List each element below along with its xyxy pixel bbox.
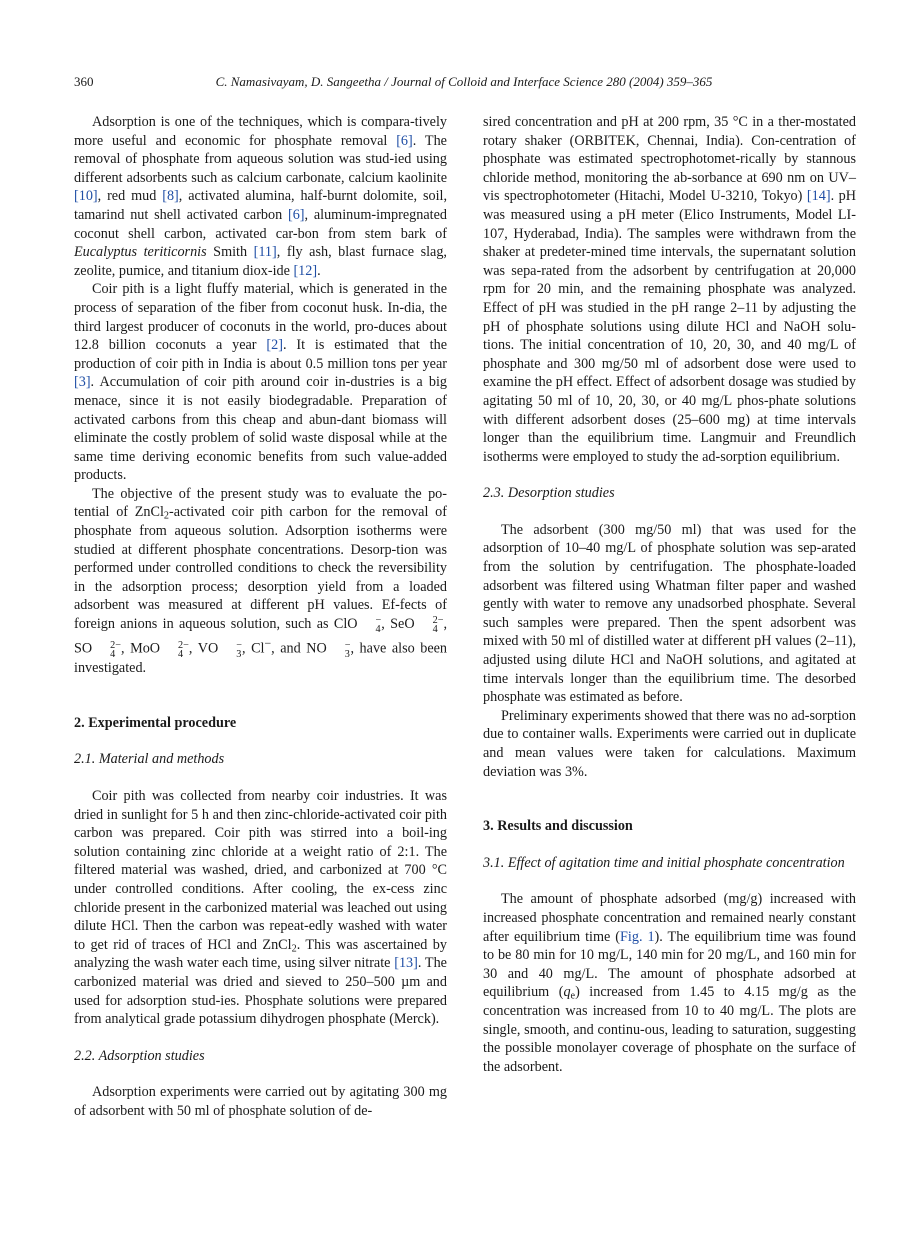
figure-link[interactable]: Fig. 1 [620, 928, 655, 945]
subsection-3-1-heading: 3.1. Effect of agitation time and initial phosphate concentration [483, 854, 845, 871]
adsorption-paragraph-start: Adsorption experiments were carried out by agitating 300 mg of adsorbent with 50 ml of phosphate solution of de- [74, 1084, 447, 1119]
left-column [74, 113, 447, 1121]
subsection-2-2-heading: 2.2. Adsorption studies [74, 1047, 205, 1064]
citation-link[interactable]: [14] [806, 188, 831, 205]
citation-link[interactable]: [13] [394, 955, 418, 972]
subsection-2-1-heading: 2.1. Material and methods [74, 751, 225, 768]
citation-link[interactable]: [12] [293, 262, 318, 279]
section-2-heading: 2. Experimental procedure [74, 714, 237, 731]
running-title: C. Namasivayam, D. Sangeetha / Journal of Colloid and Interface Science 280 (2004) 359–365 [215, 74, 713, 89]
adsorption-paragraph-continued: sired concentration and pH at 200 rpm, 35 °C in a ther-mostated rotary shaker (ORBITEK, Chennai, India). Con-centration of phosphate was estimated spectrophotomet-rically by stannous chloride method, monitoring the ab-sorbance at 690 nm on UV–vis spectrophotometer (Hitachi, Model U-3210, Tokyo) [14]. pH was measured using a pH meter (Elico Instruments, Model LI-107, Hyderabad, India). The samples were withdrawn from the shaker at predeter-mined time intervals, the supernatant solution was sepa-rated from the adsorbent by centrifugation at 20,000 rpm for 20 min, and the remaining phosphate was analyzed. Effect of pH was studied in the pH range 2–11 by adjusting the pH of phosphate solutions using dilute HCl and NaOH solu-tions. The initial concentration of 10, 20, 30, and 40 mg/L of phosphate and 300 mg/50 ml of adsorbent dose were used to examine the pH effect. Effect of adsorbent dosage was studied by agitating 50 ml of 10, 20, 30, or 40 mg/L phos-phate solutions with different adsorbent doses (25–600 mg) at time intervals longer than the equilibrium time. Langmuir and Freundlich isotherms were employed to study the ad-sorption equilibrium. [483, 114, 856, 465]
results-paragraph: The amount of phosphate adsorbed (mg/g) increased with increased phosphate concentration and remained nearly constant after equilibrium time (Fig. 1). The equilibrium time was found to be 80 min for 10 mg/L, 140 min for 20 mg/L, and 160 min for 30 and 40 mg/L. The amount of phosphate adsorbed at equilibrium $(q_e)$ increased from 1.45 to 4.15 mg/g as the concentration was increased from 10 to 40 mg/L. The plots are single, smooth, and continu-ous, leading to saturation, suggesting the possible monolayer coverage of phosphate on the surface of the adsorbent. [483, 891, 856, 1075]
citation-link[interactable]: [6] [287, 206, 305, 223]
right-column [483, 113, 856, 1076]
citation-link[interactable]: [8] [162, 188, 179, 205]
intro-paragraph-3: The objective of the present study was to evaluate the po-tential of ZnCl$_2$-activated coir pith carbon for the removal of phosphate from aqueous solution. Adsorption isotherms were studied at different phosphate concentrations. Desorp-tion was performed under controlled conditions to check the reversibility in the adsorption process; desorption yield from a loaded adsorbent was measured at different pH values. Ef-fects of foreign anions in aqueous solution, such as ClO − 4 , SeO 2− 4 , SO 2− 4 , MoO 2− 4 , VO − 3 , Cl−, and NO − 3 , have also been investigated. [74, 485, 448, 677]
subsection-2-3-heading: 2.3. Desorption studies [483, 485, 615, 502]
section-3-heading: 3. Results and discussion [483, 818, 633, 835]
intro-paragraph-2: Coir pith is a light fluffy material, which is generated in the process of separation of the fiber from coconut husk. In-dia, the third largest producer of coconuts in the world, pro-duces about 12.8 billion coconuts a year [2]. It is estimated that the production of coir pith in India is about 0.5 million tons per year [3]. Accumulation of coir pith around coir in-dustries is a big menace, since it is not easily biodegradable. Preparation of activated carbons from this cheap and abun-dant biomass will eliminate the costly problem of solid waste disposal while at the same time deriving economic benefits from such value-added products. [74, 281, 447, 484]
page-number: 360 [74, 74, 94, 89]
desorption-paragraph-2: Preliminary experiments showed that there was no ad-sorption due to container walls. Experiments were carried out in duplicate and mean values were taken for calculations. Maximum deviation was 3%. [483, 707, 856, 780]
page-header [74, 72, 854, 92]
species-name: Eucalyptus teriticornis [74, 244, 207, 261]
citation-link[interactable]: [11] [253, 244, 277, 261]
citation-link[interactable]: [6] [396, 132, 413, 149]
intro-paragraph-1: Adsorption is one of the techniques, which is compara-tively more useful and economic for phosphate removal [6]. The removal of phosphate from aqueous solution was stud-ied using different adsorbents such as calcium carbonate, calcium kaolinite [10], red mud [8], activated alumina, half-burnt dolomite, soil, tamarind nut shell activated carbon [6], aluminum-impregnated coconut shell carbon, activated car-bon from stem bark of Eucalyptus teriticornis Smith [11], fly ash, blast furnace slag, zeolite, pumice, and titanium diox-ide [12]. [74, 114, 447, 279]
materials-paragraph: Coir pith was collected from nearby coir industries. It was dried in sunlight for 5 h and then zinc-chloride-activated coir pith carbon was prepared. Coir pith was stirred into a boil-ing solution containing zinc chloride at a weight ratio of 2:1. The filtered material was washed, dried, and carbonized at 700 °C under controlled conditions. After cooling, the ex-cess zinc chloride present in the carbonized material was leached out using dilute HCl. Then the carbon was repeat-edly washed with water to get rid of traces of HCl and ZnCl$_2$. This was ascertained by analyzing the wash water each time, using silver nitrate [13]. The carbonized material was dried and sieved to 250–500 µm and used for adsorption stud-ies. Phosphate solutions were prepared from analytical grade potassium dihydrogen phosphate (Merck). [74, 788, 447, 1028]
citation-link[interactable]: [3] [74, 374, 91, 391]
desorption-paragraph-1: The adsorbent (300 mg/50 ml) that was used for the adsorption of 10–40 mg/L of phosphate solution was sep-arated from the solution by centrifugation. The phosphate-loaded adsorbent was filtered using Whatman filter paper and washed gently with water to remove any unadsorbed phosphate. Several such samples were prepared. Then the spent adsorbent was mixed with 50 ml of distilled water at different pH values (2–11), adjusted using dilute HCl and NaOH solutions, and agitated at time intervals longer than the equilibrium time. The desorbed phosphate was estimated as before. [483, 521, 856, 706]
citation-link[interactable]: [2] [266, 337, 283, 354]
citation-link[interactable]: [10] [74, 188, 98, 205]
